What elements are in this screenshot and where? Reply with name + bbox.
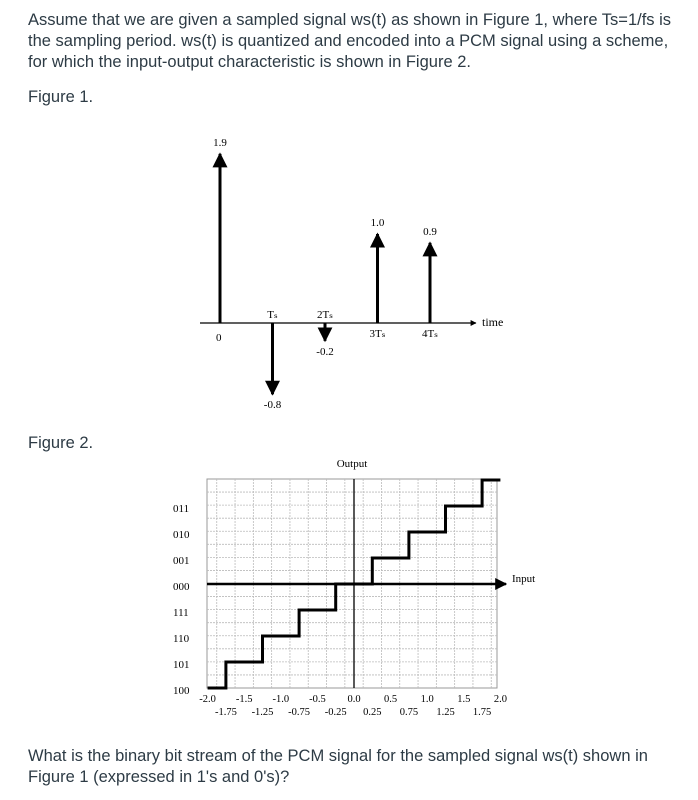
code-label: 011 bbox=[173, 503, 190, 515]
code-label: 000 bbox=[173, 581, 190, 593]
code-label: 101 bbox=[173, 659, 190, 671]
time-axis-label: time bbox=[482, 315, 504, 329]
sample-value-label: -0.2 bbox=[316, 345, 334, 358]
question-text: What is the binary bit stream of the PCM signal for the sampled signal ws(t) shown in Figure 1 (expressed in 1's and 0's)? bbox=[28, 747, 648, 786]
sample-time-label: Tₛ bbox=[267, 309, 278, 321]
x-tick-label: -2.0 bbox=[199, 694, 216, 705]
code-label: 100 bbox=[173, 685, 190, 697]
x-tick-label: -1.75 bbox=[214, 707, 237, 718]
figure1-label: Figure 1. bbox=[28, 88, 94, 106]
sample-time-label: 4Tₛ bbox=[422, 328, 438, 340]
x-tick-label: 0.25 bbox=[363, 707, 382, 718]
sample-value-label: 1.0 bbox=[370, 217, 385, 229]
sample-time-label: 2Tₛ bbox=[317, 309, 333, 321]
x-tick-label: 0.0 bbox=[347, 694, 361, 705]
x-tick-label: 1.0 bbox=[420, 694, 434, 705]
sample-value-label: 0.9 bbox=[423, 225, 437, 238]
x-tick-label: 1.75 bbox=[472, 707, 492, 718]
code-label: 110 bbox=[173, 633, 190, 645]
sample-value-label: 1.9 bbox=[213, 136, 227, 149]
sample-time-label: 3Tₛ bbox=[369, 328, 386, 340]
code-label: 111 bbox=[173, 607, 189, 619]
x-tick-label: 2.0 bbox=[493, 694, 507, 705]
code-label: 001 bbox=[173, 555, 190, 567]
x-tick-label: -0.5 bbox=[309, 694, 326, 705]
x-tick-label: 1.25 bbox=[436, 707, 455, 718]
code-label: 010 bbox=[173, 529, 190, 541]
sample-value-label: -0.8 bbox=[263, 399, 282, 412]
figure2-label: Figure 2. bbox=[28, 434, 94, 452]
x-tick-label: -0.75 bbox=[288, 707, 311, 718]
figure2-quantizer-chart bbox=[173, 458, 535, 718]
x-tick-label: 0.75 bbox=[399, 707, 419, 718]
x-tick-label: -1.5 bbox=[235, 694, 253, 705]
output-axis-label: Output bbox=[336, 458, 368, 470]
x-tick-label: -1.0 bbox=[272, 694, 290, 705]
intro-text: Assume that we are given a sampled signal ws(t) as shown in Figure 1, where Ts=1/fs is the sampling period. ws(t) is quantized and encoded into a PCM signal using a scheme, for which the input-output characteristic is shown in Figure 2. bbox=[28, 11, 672, 71]
figure1-stem-plot bbox=[200, 137, 503, 411]
x-tick-label: 0.5 bbox=[384, 694, 398, 705]
input-axis-label: Input bbox=[512, 573, 536, 585]
x-tick-label: 1.5 bbox=[457, 694, 471, 705]
x-tick-label: -1.25 bbox=[251, 707, 274, 718]
origin-label: 0 bbox=[216, 332, 222, 344]
x-tick-label: -0.25 bbox=[324, 707, 347, 718]
